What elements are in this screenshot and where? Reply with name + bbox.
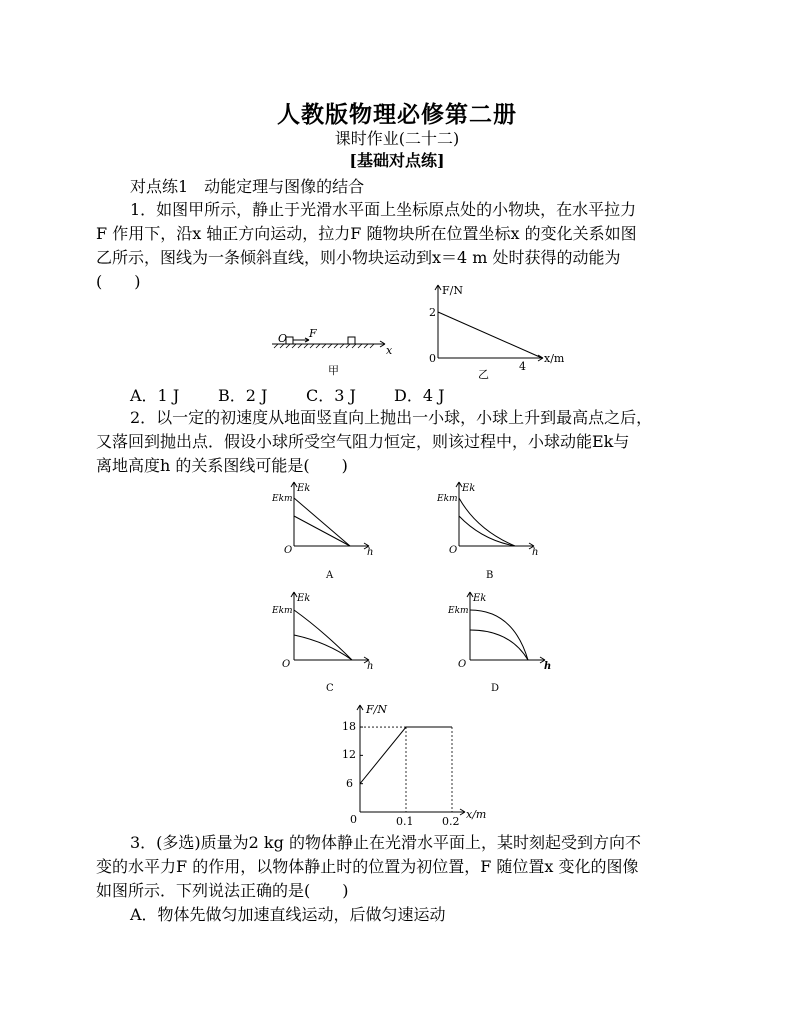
- graph-a-ylabel: Ek: [297, 483, 311, 494]
- q3-line2: 变的水平力F 的作用，以物体静止时的位置为初位置，F 随位置x 变化的图像: [96, 857, 639, 876]
- q3-line3: 如图所示．下列说法正确的是( ): [96, 881, 349, 900]
- q3-origin: 0: [350, 813, 357, 826]
- yi-origin: 0: [429, 352, 436, 365]
- q2-line3: 离地高度h 的关系图线可能是( ): [96, 456, 348, 475]
- curve-upper: [294, 610, 352, 660]
- q2-graph-d: [448, 590, 558, 695]
- graph-d-ylabel: Ek: [473, 593, 487, 604]
- block-icon: [286, 337, 293, 344]
- q3-line1: 3．(多选)质量为2 kg 的物体静止在光滑水平面上，某时刻起受到方向不: [130, 833, 641, 852]
- q1-option-b: B．2 J: [218, 386, 268, 405]
- yi-xlabel: x/m: [544, 352, 565, 365]
- q2-graph-c: [272, 590, 382, 695]
- q3-ytick-12: 12: [342, 748, 356, 761]
- graph-a-xlabel: h: [367, 547, 374, 558]
- yi-ytick: 2: [429, 306, 436, 319]
- q1-line4: ( ): [96, 272, 141, 291]
- q3-xlabel: x/m: [466, 808, 487, 821]
- jia-caption: 甲: [328, 364, 339, 377]
- graph-d-xlabel: h: [544, 661, 552, 672]
- graph-c-origin: O: [282, 659, 291, 670]
- figure-yi: [420, 282, 570, 382]
- yi-caption: 乙: [478, 368, 489, 381]
- jia-x-label: x: [386, 344, 393, 357]
- curve-upper: [459, 498, 515, 546]
- graph-a-ymark: Ekm: [272, 494, 293, 504]
- graph-a-caption: A: [326, 570, 334, 581]
- curve-lower: [470, 630, 528, 660]
- yi-xtick: 4: [519, 360, 526, 373]
- q1-option-c: C．3 J: [306, 386, 356, 405]
- q2-line1: 2．以一定的初速度从地面竖直向上抛出一小球，小球上升到最高点之后，: [130, 408, 653, 427]
- graph-a-origin: O: [284, 545, 293, 556]
- q1-option-a: A．1 J: [130, 386, 180, 405]
- graph-d-caption: D: [491, 683, 500, 694]
- graph-b-ymark: Ekm: [437, 494, 458, 504]
- q2-graph-a: [272, 480, 382, 585]
- graph-b-origin: O: [449, 545, 458, 556]
- curve-lower: [294, 516, 350, 546]
- graph-c-ymark: Ekm: [272, 606, 293, 616]
- q3-xtick-01: 0.1: [396, 815, 414, 828]
- jia-force-label: F: [309, 327, 317, 340]
- figure-jia: [268, 322, 398, 382]
- q3-ytick-18: 18: [342, 720, 356, 733]
- q1-line3: 乙所示，图线为一条倾斜直线，则小物块运动到x＝4 m 处时获得的动能为: [96, 248, 621, 267]
- force-line: [438, 312, 542, 358]
- graph-c-caption: C: [326, 683, 334, 694]
- graph-c-ylabel: Ek: [297, 593, 311, 604]
- q1-option-d: D．4 J: [394, 386, 445, 405]
- graph-d-ymark: Ekm: [448, 606, 469, 616]
- q3-ylabel: F/N: [366, 703, 387, 716]
- q3-xtick-02: 0.2: [442, 815, 460, 828]
- q1-line1: 1．如图甲所示，静止于光滑水平面上坐标原点处的小物块，在水平拉力: [130, 200, 637, 219]
- q2-line2: 又落回到抛出点．假设小球所受空气阻力恒定，则该过程中，小球动能Ek与: [96, 432, 630, 451]
- graph-b-xlabel: h: [532, 547, 539, 558]
- q1-line2: F 作用下，沿x 轴正方向运动，拉力F 随物块所在位置坐标x 的变化关系如图: [96, 224, 637, 243]
- curve-upper: [294, 498, 350, 546]
- q3-option-a: A．物体先做匀加速直线运动，后做匀速运动: [130, 905, 446, 924]
- graph-b-ylabel: Ek: [462, 483, 476, 494]
- block-end-icon: [348, 337, 355, 344]
- q3-ytick-6: 6: [346, 777, 353, 790]
- q3-force-chart: [340, 702, 490, 832]
- yi-ylabel: F/N: [442, 284, 463, 297]
- curve-lower: [459, 516, 515, 546]
- curve-lower: [294, 635, 352, 660]
- section-heading: [基础对点练]: [349, 151, 445, 170]
- page-title: 人教版物理必修第二册: [277, 101, 517, 128]
- graph-d-origin: O: [458, 659, 467, 670]
- graph-b-caption: B: [486, 570, 494, 581]
- graph-c-xlabel: h: [367, 661, 374, 672]
- jia-origin-label: O: [278, 332, 288, 345]
- q2-graph-b: [437, 480, 547, 585]
- topic-heading: 对点练1 动能定理与图像的结合: [130, 177, 365, 196]
- assignment-subtitle: 课时作业(二十二): [334, 129, 460, 148]
